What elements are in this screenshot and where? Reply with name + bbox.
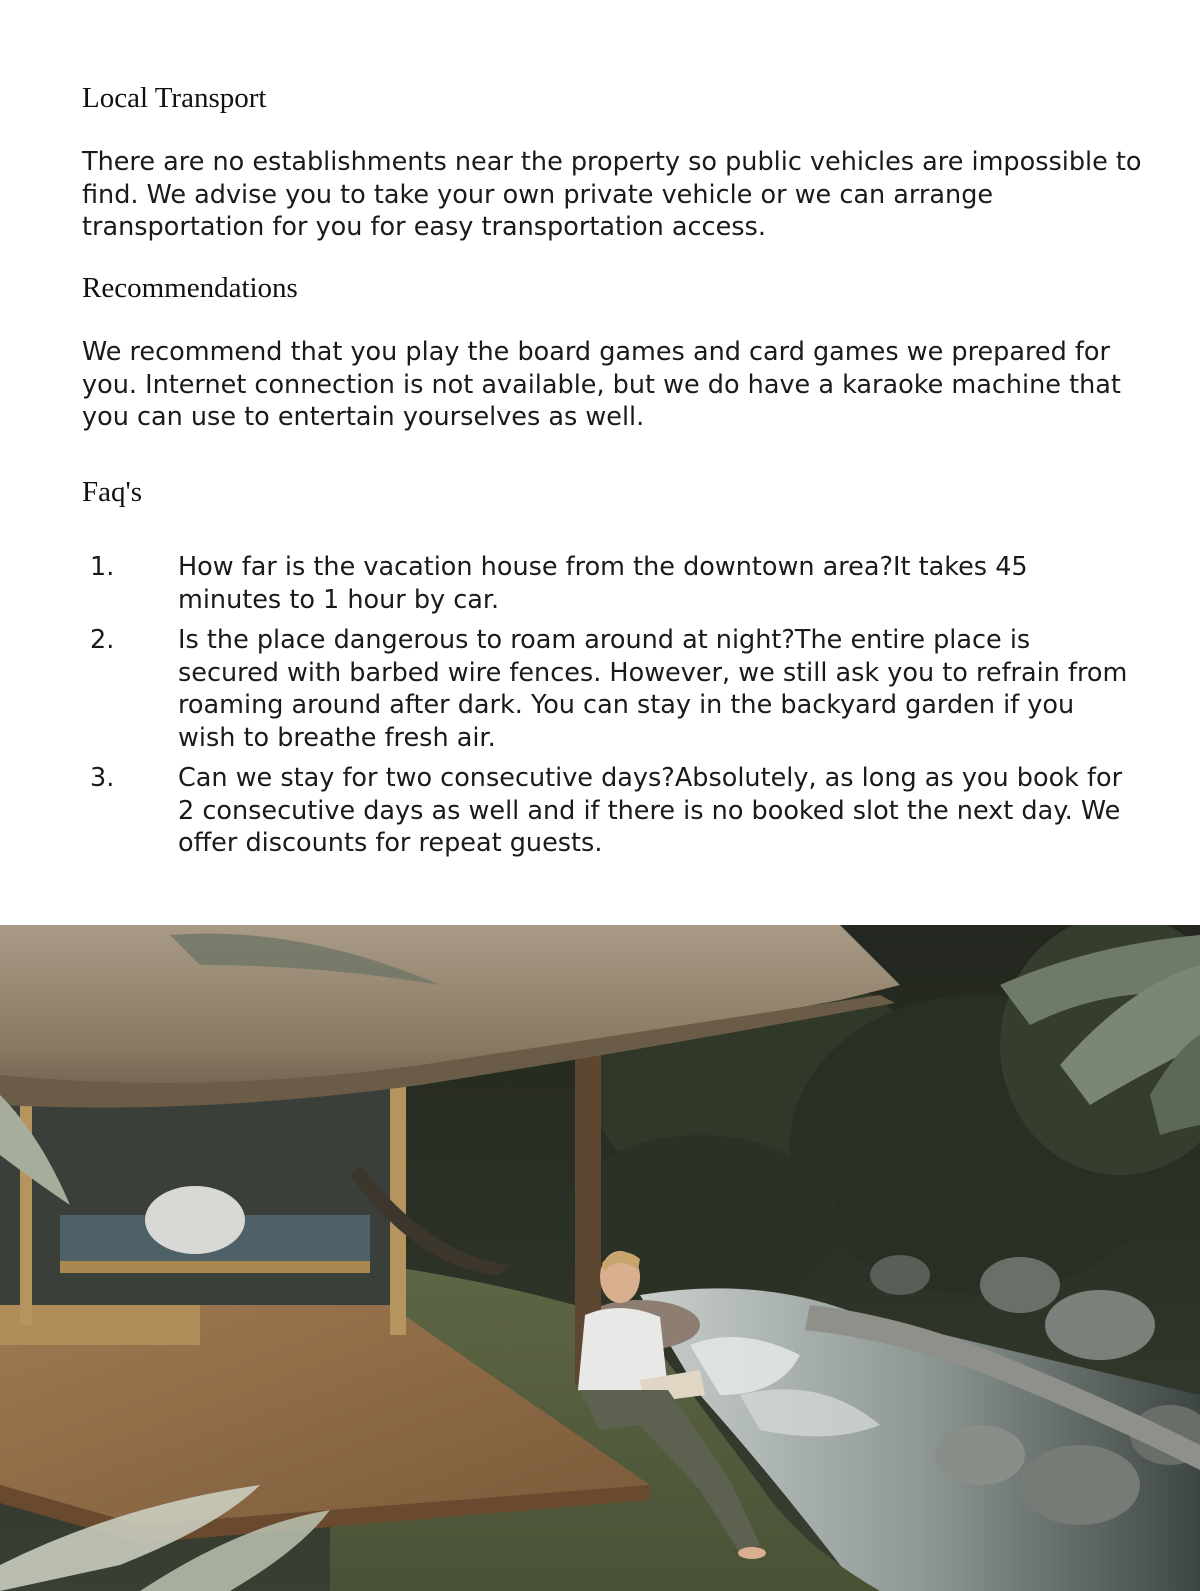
faq-number: 1. bbox=[90, 552, 115, 582]
day-bed-frame bbox=[60, 1261, 370, 1273]
faq-text: How far is the vacation house from the downtown area?It takes 45 minutes to 1 hour by car. bbox=[178, 552, 1028, 615]
rock bbox=[1045, 1290, 1155, 1360]
recommendations-heading: Recommendations bbox=[82, 272, 298, 304]
faqs-heading: Faq's bbox=[82, 476, 143, 508]
local-transport-heading: Local Transport bbox=[82, 82, 267, 114]
rock bbox=[1020, 1445, 1140, 1525]
faq-number: 3. bbox=[90, 763, 115, 793]
pillow bbox=[145, 1186, 245, 1254]
faq-list bbox=[82, 551, 1142, 868]
faq-item bbox=[82, 624, 1142, 754]
recommendations-text: We recommend that you play the board games and card games we prepared for you. Internet connection is not available, but we do have a karaoke machine that you can use to entertain yourselves as well. bbox=[82, 337, 1121, 432]
rock bbox=[935, 1425, 1025, 1485]
faq-text: Can we stay for two consecutive days?Absolutely, as long as you book for 2 consecutive days as well and if there is no booked slot the next day. We offer discounts for repeat guests. bbox=[178, 763, 1123, 858]
photo-illustration bbox=[0, 925, 1200, 1591]
faq-item bbox=[82, 762, 1142, 860]
hut-by-stream-photo bbox=[0, 925, 1200, 1591]
rock bbox=[870, 1255, 930, 1295]
local-transport-text: There are no establishments near the property so public vehicles are impossible to find. We advise you to take your own private vehicle or we can arrange transportation for you for easy transportation access. bbox=[82, 147, 1142, 242]
bamboo-post bbox=[390, 1055, 406, 1335]
rock bbox=[980, 1257, 1060, 1313]
faq-item bbox=[82, 551, 1142, 616]
faq-text: Is the place dangerous to roam around at night?The entire place is secured with barbed wire fences. However, we still ask you to refrain from roaming around after dark. You can stay in the backyard garden if you wish to breathe fresh air. bbox=[178, 625, 1128, 753]
foot bbox=[738, 1547, 766, 1559]
faq-number: 2. bbox=[90, 625, 115, 655]
